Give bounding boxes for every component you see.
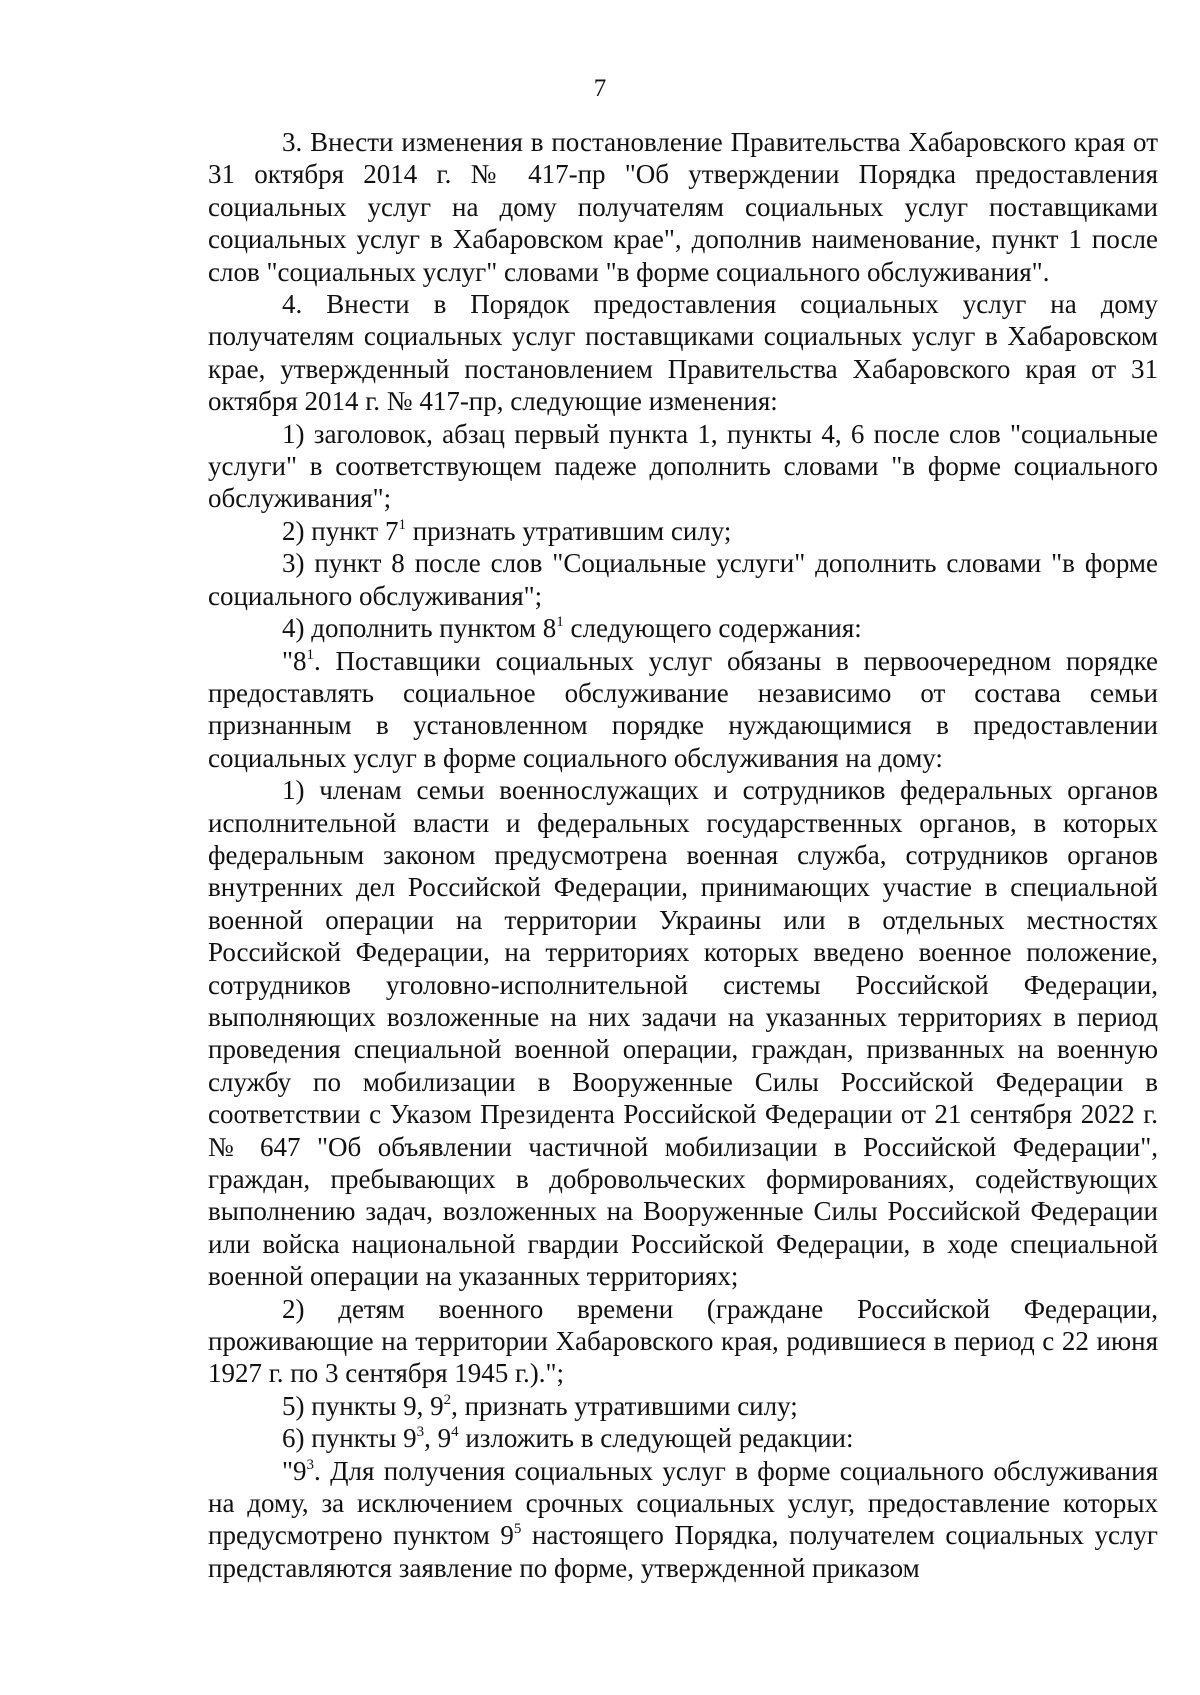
superscript: 3 [416, 1424, 425, 1441]
text-fragment: . Поставщики социальных услуг обязаны в первоочередном порядке предоставлять социальное обслуживание независимо от состава семьи признанным в установленном порядке нуждающимися в предоставлении социальных услуг в форме социального обслуживания на дому: [208, 645, 1158, 773]
clause-8-1-item-2: 2) детям военного времени (граждане Российской Федерации, проживающие на территории Хабаровского края, родившиеся в период с 22 июня 1927 г. по 3 сентября 1945 г.)."; [208, 1293, 1158, 1389]
superscript: 5 [513, 1521, 522, 1538]
superscript: 2 [443, 1391, 452, 1408]
text-fragment: 5) пункты 9, 9 [282, 1390, 444, 1421]
text-fragment: "8 [282, 645, 307, 676]
text-fragment: . Для получения социальных услуг в форме социального обслуживания на дому, за исключением срочных социальных услуг, предоставление которых предусмотрено пунктом 9 [208, 1455, 1158, 1551]
paragraph-item-4: 4. Внести в Порядок предоставления социальных услуг на дому получателям социальных услуг поставщиками социальных услуг в Хабаровском крае, утвержденный постановлением Правительства Хабаровского края от 31 октября 2014 г. № 417-пр, следующие изменения: [208, 289, 1158, 417]
subitem-2-repeal-7-1 [208, 515, 1158, 547]
document-body [208, 126, 1158, 1584]
subitem-1-headings: 1) заголовок, абзац первый пункта 1, пункты 4, 6 после слов "социальные услуги" в соответствующем падеже дополнить словами "в форме социального обслуживания"; [208, 418, 1158, 514]
subitem-5-repeal-9 [208, 1390, 1158, 1422]
superscript: 1 [306, 646, 315, 663]
superscript: 1 [398, 516, 406, 533]
subitem-4-add-8-1 [208, 612, 1158, 644]
clause-8-1-text [208, 645, 1158, 775]
text-fragment: изложить в следующей редакции: [458, 1423, 854, 1454]
clause-9-3-text [208, 1455, 1158, 1585]
superscript: 4 [451, 1424, 459, 1441]
text-fragment: 2) пункт 7 [282, 515, 399, 546]
superscript: 3 [306, 1456, 315, 1473]
text-fragment: следующего содержания: [563, 613, 862, 644]
page-number: 7 [593, 75, 607, 102]
text-fragment: , 9 [424, 1423, 452, 1454]
text-fragment: 6) пункты 9 [282, 1423, 417, 1454]
subitem-3-item-8: 3) пункт 8 после слов "Социальные услуги" дополнить словами "в форме социального обслуживания"; [208, 548, 1158, 611]
clause-8-1-item-1: 1) членам семьи военнослужащих и сотрудников федеральных органов исполнительной власти и федеральных государственных органов, в которых федеральным законом предусмотрена военная служба, сотрудников органов внутренних дел Российской Федерации, принимающих участие в специальной военной операции на территории Украины или в отдельных местностях Российской Федерации, на территориях которых введено военное положение, сотрудников уголовно-исполнительной системы Российской Федерации, выполняющих возложенные на них задачи на указанных территориях в период проведения специальной военной операции, граждан, призванных на военную службу по мобилизации в Вооруженные Силы Российской Федерации в соответствии с Указом Президента Российской Федерации от 21 сентября 2022 г. № 647 "Об объявлении частичной мобилизации в Российской Федерации", граждан, пребывающих в добровольческих формированиях, содействующих выполнению задач, возложенных на Вооруженные Силы Российской Федерации или войска национальной гвардии Российской Федерации, в ходе специальной военной операции на указанных территориях; [208, 775, 1158, 1292]
text-fragment: "9 [282, 1455, 307, 1486]
text-fragment: , признать утратившими силу; [451, 1390, 798, 1421]
subitem-6-restate-9-3-9-4 [208, 1422, 1158, 1454]
superscript: 1 [556, 614, 564, 631]
paragraph-item-3: 3. Внести изменения в постановление Правительства Хабаровского края от 31 октября 2014 г. № 417-пр "Об утверждении Порядка предоставления социальных услуг на дому получателям социальных услуг поставщиками социальных услуг в Хабаровском крае", дополнив наименование, пункт 1 после слов "социальных услуг" словами "в форме социального обслуживания". [208, 127, 1158, 287]
text-fragment: 4) дополнить пунктом 8 [282, 613, 557, 644]
text-fragment: настоящего Порядка, получателем социальных услуг представляются заявление по форме, утвержденной приказом [208, 1520, 1159, 1583]
text-fragment: признать утратившим силу; [405, 515, 732, 546]
